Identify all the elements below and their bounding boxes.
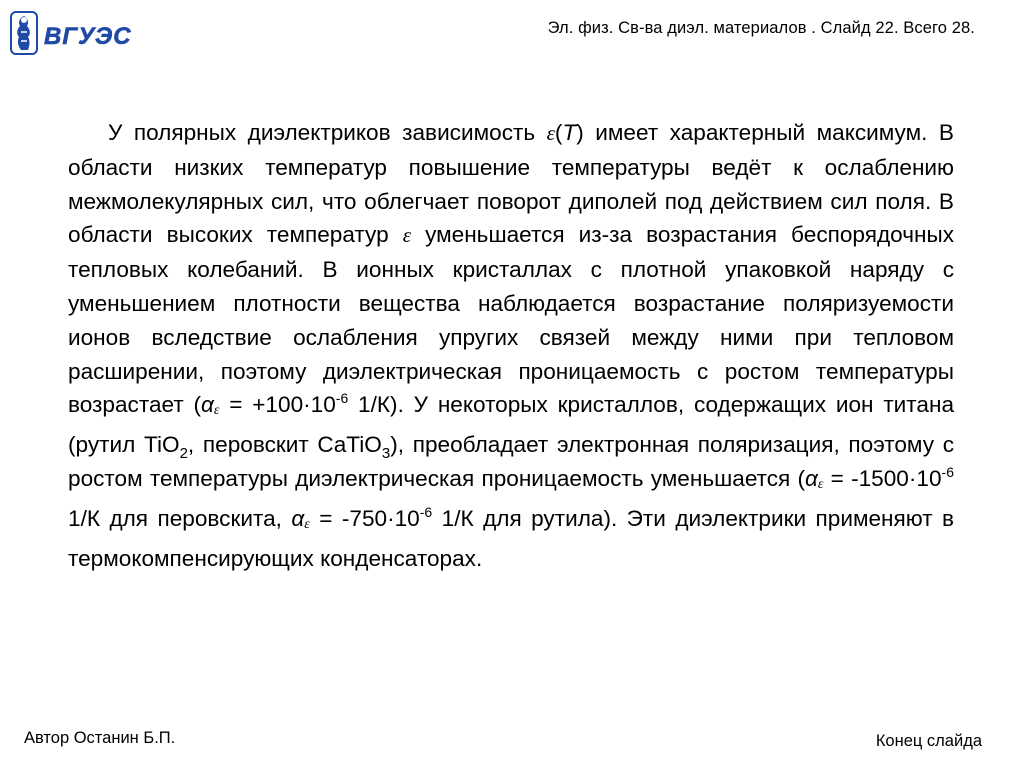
alpha-symbol: α	[201, 392, 214, 418]
epsilon-symbol: ε	[402, 223, 411, 248]
epsilon-symbol: ε	[546, 121, 555, 145]
university-logo	[8, 8, 133, 58]
footer-end-of-slide: Конец слайда	[875, 732, 982, 750]
university-logo-icon	[8, 8, 133, 58]
logo-text: ВГУЭС	[44, 23, 132, 50]
footer-author: Автор Останин Б.П.	[24, 729, 176, 747]
alpha-symbol: α	[291, 505, 305, 531]
slide-header-title: Эл. физ. Св-ва диэл. материалов . Слайд 22. Всего 28.	[547, 19, 975, 37]
alpha-symbol: α	[805, 465, 818, 491]
slide-body-text: У полярных диэлектриков зависимость ε(T) имеет характерный максимум. В области низких температур повышение температуры ведёт к ослаблению межмолекулярных сил, что облегчает поворот диполей под действием сил поля. В области высоких температур ε уменьшается из-за возрастания беспорядочных тепловых колебаний. В ионных кристаллах с плотной упаковкой наряду с уменьшением плотности вещества наблюдается возрастание поляризуемости ионов вследствие ослабления упругих связей между ними при тепловом расширении, поэтому диэлектрическая проницаемость с ростом температуры возрастает ($\alpha\varepsilon = +100\cdot 10^{-6}$ 1/К). У некоторых кристаллов, содержащих ион титана (рутил TiO$_2$, перовскит CaTiO$_3$), преобладает электронная поляризация, поэтому с ростом температуры диэлектрическая проницаемость уменьшается ($\alpha\varepsilon = -1500\cdot 10^{-6}$ 1/К для перовскита, $\alpha\varepsilon = -750\cdot 10^{-6}$ 1/К для рутила). Эти диэлектрики применяют в термокомпенсирующих конденсаторах.	[68, 120, 955, 571]
